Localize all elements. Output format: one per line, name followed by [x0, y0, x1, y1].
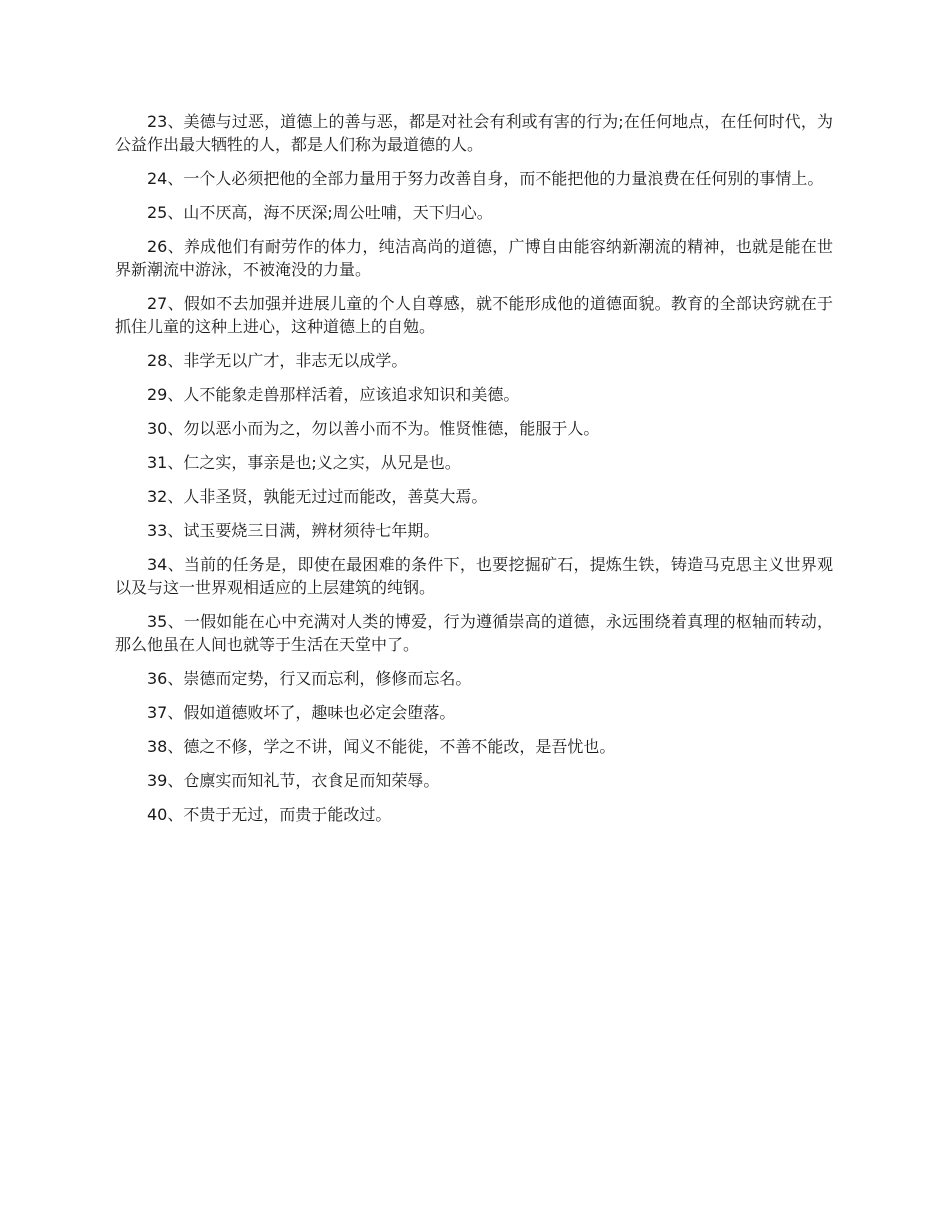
quote-paragraph-39: 39、仓廪实而知礼节，衣食足而知荣辱。 — [147, 771, 440, 790]
quote-paragraph-28: 28、非学无以广才，非志无以成学。 — [147, 351, 408, 370]
quote-paragraph-23: 23、美德与过恶，道德上的善与恶，都是对社会有利或有害的行为;在任何地点，在任何时代，为公益作出最大牺牲的人，都是人们称为最道德的人。 — [115, 112, 833, 154]
quote-paragraph-31: 31、仁之实，事亲是也;义之实，从兄是也。 — [147, 453, 461, 472]
quote-paragraph-36: 36、崇德而定势，行又而忘利，修修而忘名。 — [147, 669, 472, 688]
quote-paragraph-26: 26、养成他们有耐劳作的体力，纯洁高尚的道德，广博自由能容纳新潮流的精神，也就是能在世界新潮流中游泳，不被淹没的力量。 — [115, 237, 833, 279]
quote-paragraph-24: 24、一个人必须把他的全部力量用于努力改善自身，而不能把他的力量浪费在任何别的事情上。 — [147, 169, 824, 188]
quote-paragraph-25: 25、山不厌高，海不厌深;周公吐哺，天下归心。 — [147, 203, 493, 222]
document-body — [115, 110, 833, 837]
quote-paragraph-37: 37、假如道德败坏了，趣味也必定会堕落。 — [147, 703, 456, 722]
quote-paragraph-35: 35、一假如能在心中充满对人类的博爱，行为遵循崇高的道德，永远围绕着真理的枢轴而转动，那么他虽在人间也就等于生活在天堂中了。 — [115, 612, 833, 654]
quote-paragraph-29: 29、人不能象走兽那样活着，应该追求知识和美德。 — [147, 385, 520, 404]
quote-paragraph-40: 40、不贵于无过，而贵于能改过。 — [147, 805, 392, 824]
quote-paragraph-34: 34、当前的任务是，即使在最困难的条件下，也要挖掘矿石，提炼生铁，铸造马克思主义世界观以及与这一世界观相适应的上层建筑的纯钢。 — [115, 555, 833, 597]
quote-paragraph-30: 30、勿以恶小而为之，勿以善小而不为。惟贤惟德，能服于人。 — [147, 419, 600, 438]
quote-paragraph-27: 27、假如不去加强并进展儿童的个人自尊感，就不能形成他的道德面貌。教育的全部诀窍就在于抓住儿童的这种上进心，这种道德上的自勉。 — [115, 294, 833, 336]
quote-paragraph-32: 32、人非圣贤，孰能无过过而能改，善莫大焉。 — [147, 487, 488, 506]
quote-paragraph-38: 38、德之不修，学之不讲，闻义不能徙，不善不能改，是吾忧也。 — [147, 737, 616, 756]
quote-paragraph-33: 33、试玉要烧三日满，辨材须待七年期。 — [147, 521, 440, 540]
